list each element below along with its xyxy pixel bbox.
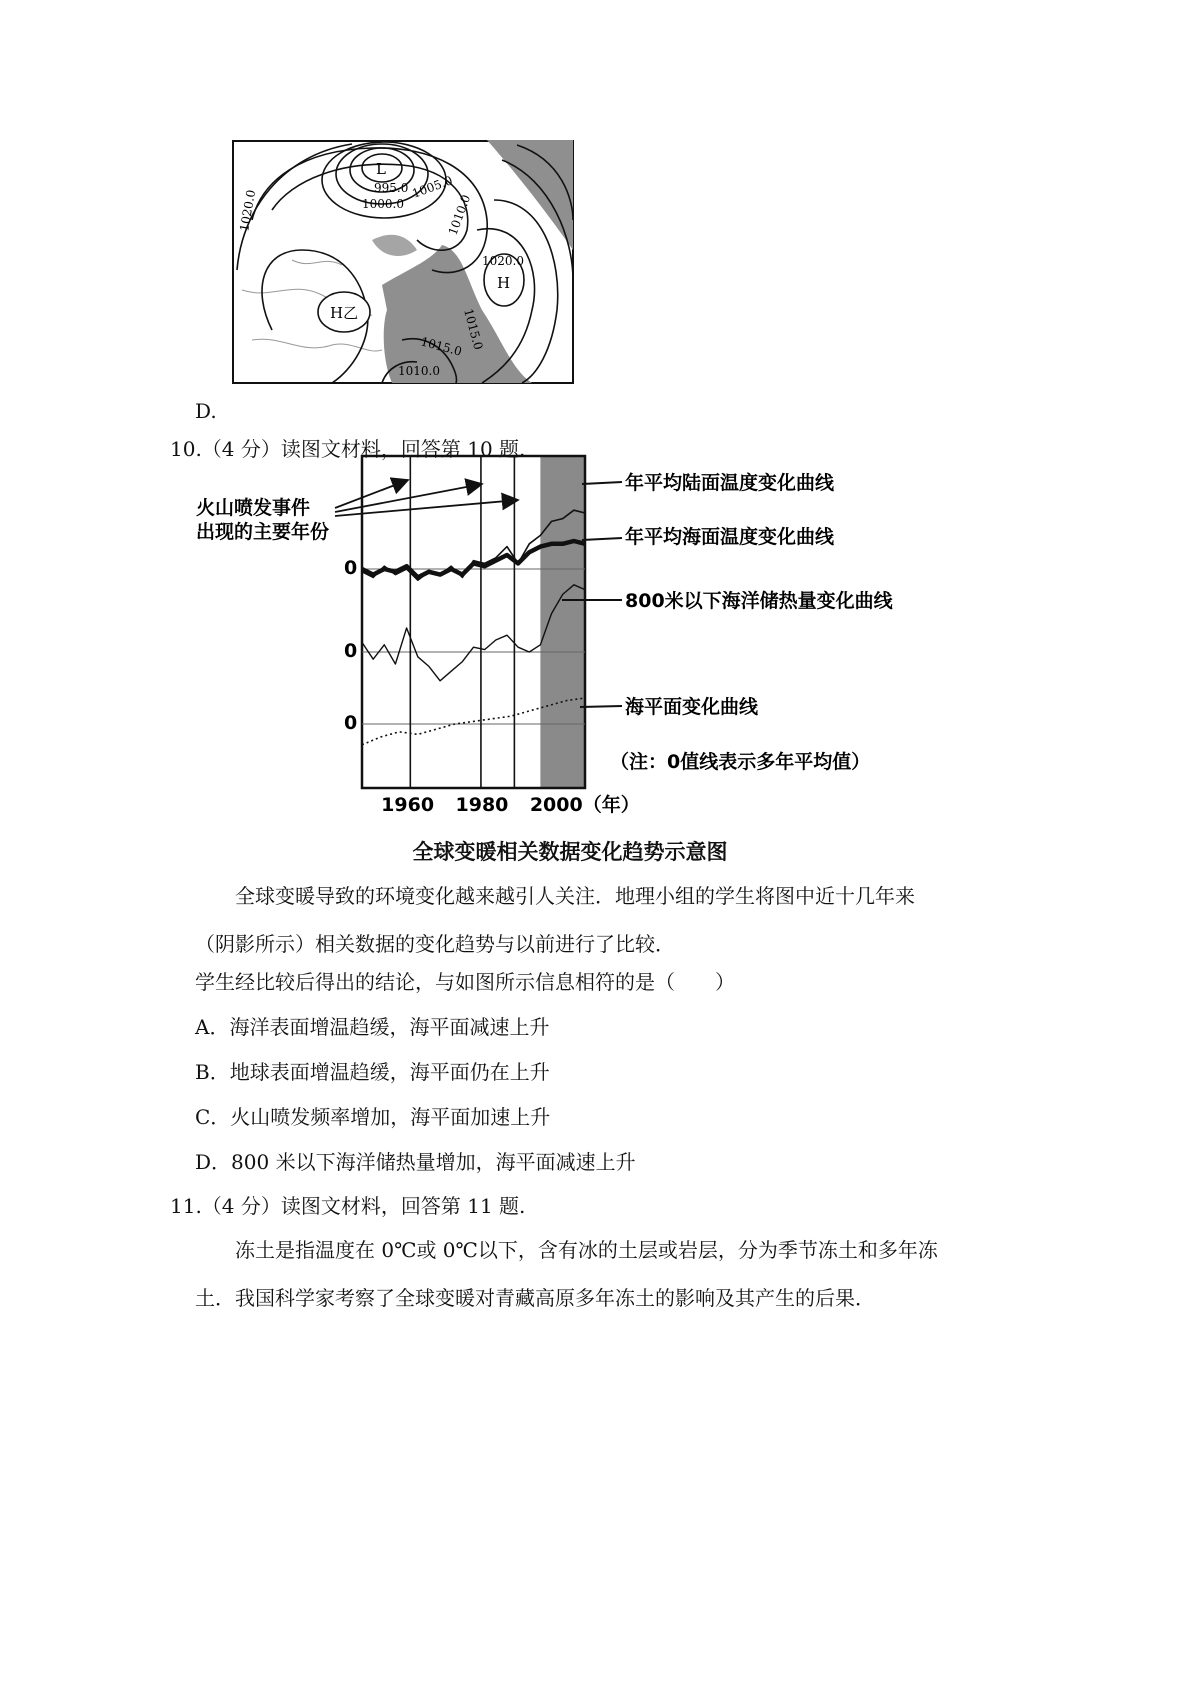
q11-stem: 11.（4 分）读图文材料，回答第 11 题. bbox=[170, 1194, 526, 1218]
high-label: H bbox=[497, 274, 511, 292]
isobar-label: 1005.0 bbox=[410, 173, 455, 201]
chart-note: （注：0值线表示多年平均值） bbox=[610, 751, 871, 773]
leader-line bbox=[582, 538, 622, 540]
low-label: L bbox=[376, 160, 386, 178]
q10-paragraph: 全球变暖导致的环境变化越来越引人关注．地理小组的学生将图中近十几年来（阴影所示）相关数据的变化趋势与以前进行了比较． bbox=[195, 884, 915, 956]
zero-label: 0 bbox=[344, 557, 358, 579]
isobar-label: 1010.0 bbox=[445, 192, 474, 238]
shaded-period bbox=[540, 456, 585, 788]
leader-line bbox=[582, 482, 622, 484]
land-temp-label: 年平均陆面温度变化曲线 bbox=[625, 472, 835, 494]
isobar-label: 1015.0 bbox=[461, 307, 486, 352]
isobar-map bbox=[232, 140, 574, 384]
isobar-label: 1020.0 bbox=[237, 188, 259, 233]
q10-stem: 10.（4 分）读图文材料，回答第 10 题. bbox=[170, 437, 526, 461]
q11-paragraph: 冻土是指温度在 0℃或 0℃以下，含有冰的土层或岩层，分为季节冻土和多年冻土．我国科学家考察了全球变暖对青藏高原多年冻土的影响及其产生的后果． bbox=[195, 1238, 938, 1310]
isobar-label: 1015.0 bbox=[419, 334, 464, 359]
ocean-heat-label: 800米以下海洋储热量变化曲线 bbox=[625, 590, 893, 612]
isobar-label: 1000.0 bbox=[362, 197, 404, 211]
chart-title: 全球变暖相关数据变化趋势示意图 bbox=[412, 840, 728, 864]
high-yi-label: H乙 bbox=[330, 304, 359, 322]
x-tick-label: 1980 bbox=[455, 794, 509, 816]
leader-line bbox=[580, 706, 622, 707]
zero-label: 0 bbox=[344, 640, 358, 662]
q10-question: 学生经比较后得出的结论，与如图所示信息相符的是（ ） bbox=[195, 970, 735, 994]
q10-option-d[interactable]: D．800 米以下海洋储热量增加，海平面减速上升 bbox=[195, 1150, 636, 1174]
q10-option-c[interactable]: C．火山喷发频率增加，海平面加速上升 bbox=[195, 1105, 551, 1129]
volcano-arrow bbox=[335, 484, 482, 512]
volcano-arrow bbox=[335, 480, 408, 508]
warming-chart bbox=[170, 452, 970, 822]
isobar-label: 995.0 bbox=[374, 181, 409, 195]
option-d-label: D. bbox=[195, 399, 217, 423]
q10-option-a[interactable]: A．海洋表面增温趋缓，海平面减速上升 bbox=[195, 1015, 550, 1039]
isobar-label: 1010.0 bbox=[398, 364, 440, 378]
zero-label: 0 bbox=[344, 712, 358, 734]
q10-option-b[interactable]: B．地球表面增温趋缓，海平面仍在上升 bbox=[195, 1060, 550, 1084]
volcano-annotation-line1: 火山喷发事件 bbox=[196, 497, 311, 519]
volcano-annotation-line2: 出现的主要年份 bbox=[196, 521, 330, 543]
sea-temp-label: 年平均海面温度变化曲线 bbox=[625, 526, 835, 548]
isobar-label: 1020.0 bbox=[482, 254, 524, 268]
sea-level-label: 海平面变化曲线 bbox=[625, 696, 759, 718]
x-tick-label: 1960 bbox=[381, 794, 435, 816]
x-tick-label: 2000（年） bbox=[529, 794, 640, 816]
